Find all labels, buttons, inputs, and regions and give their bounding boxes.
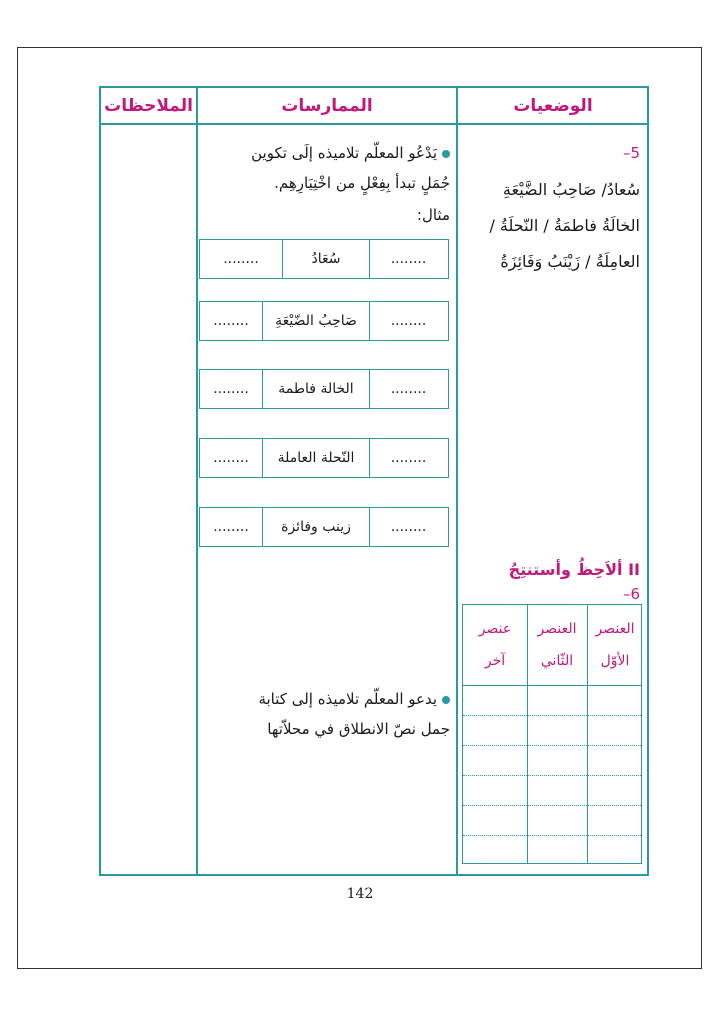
col-first-element: العنصر الأوّل	[595, 621, 635, 669]
divider-practices	[456, 88, 458, 874]
bullet-icon	[442, 150, 450, 158]
example-row: ........ الخالة فاطمة ........	[199, 369, 449, 409]
elements-table	[462, 604, 642, 864]
section2-title: II ألاَحِظُ وأستنتِجُ	[508, 560, 640, 579]
example-label: مثال:	[416, 206, 450, 224]
item6-number: 6–	[622, 585, 640, 603]
practice2-line1: يدعو المعلّم تلاميذه إلى كتابة	[205, 684, 450, 714]
practice1-line2: جُمَلٍ تبدأ بِفِعْلٍ من اخْتِيَارِهِم.	[274, 174, 450, 192]
bullet-icon	[442, 696, 450, 704]
header-practices: الممارسات	[281, 95, 373, 116]
example-row: ........ سُعَادُ ........	[199, 239, 449, 279]
header-situations: الوضعيات	[513, 95, 593, 116]
item5-line2: الخالَةُ فاطمَةُ / النّحلَةُ /	[489, 216, 640, 235]
example-row: ........ صَاحِبُ الضّيْعَةِ ........	[199, 301, 449, 341]
example-row: ........ النّحلة العاملة ........	[199, 438, 449, 478]
page-number: 142	[346, 886, 374, 902]
header-notes: الملاحظات	[104, 95, 193, 116]
example-row: ........ زينب وفائزة ........	[199, 507, 449, 547]
divider-notes	[196, 88, 198, 874]
item5-line1: سُعادُ/ صَاحِبُ الضَّيْعَةِ	[502, 180, 640, 199]
practice1-line1: يَدْعُو المعلّم تلاميذه إلَى تكوين	[205, 138, 450, 168]
col-other-element: عنصر آخر	[478, 621, 512, 669]
item5-number: 5–	[622, 144, 640, 162]
header-divider	[101, 123, 647, 125]
practice2-line2: جمل نصّ الانطلاق في محلاّتها	[267, 720, 450, 738]
col-second-element: العنصر الثّاني	[537, 621, 577, 669]
item5-line3: العامِلَةُ / زَيْنَبُ وَفَائِزَةُ	[500, 252, 640, 271]
